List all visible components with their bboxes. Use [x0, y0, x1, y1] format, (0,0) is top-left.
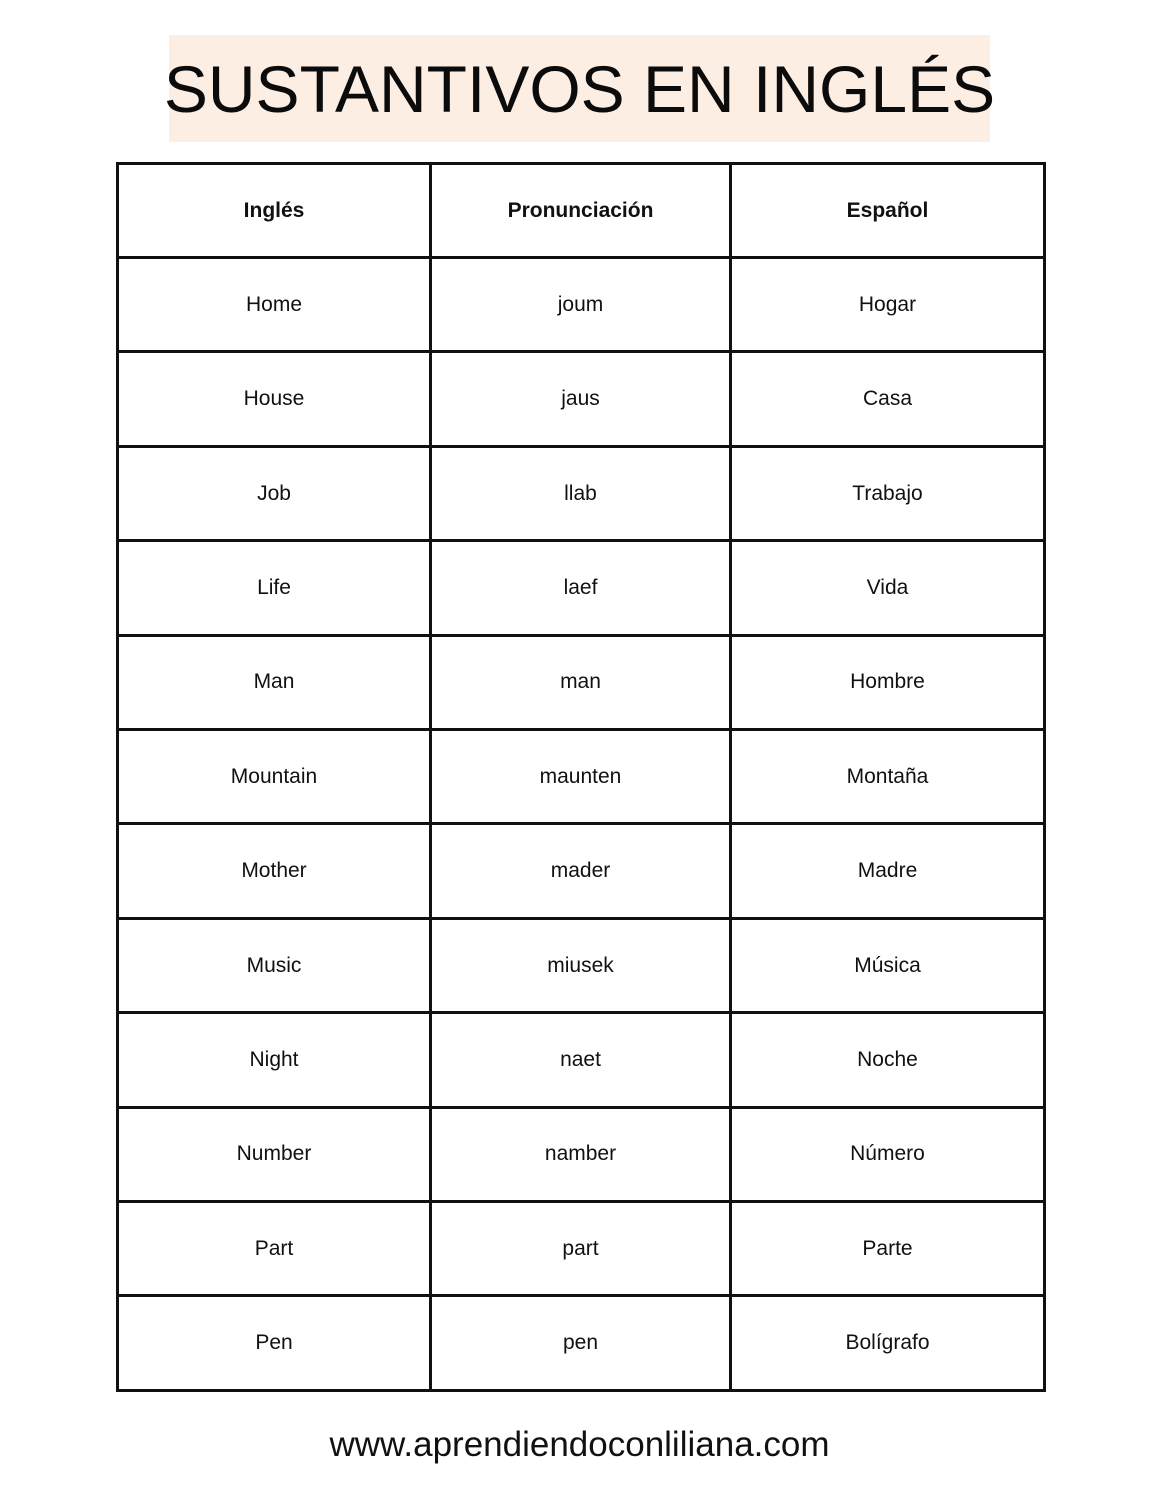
table-row	[118, 1296, 1045, 1391]
cell-spanish: Hogar	[731, 258, 1045, 352]
table-row	[118, 446, 1045, 540]
table-row	[118, 635, 1045, 729]
footer-website: www.aprendiendoconliliana.com	[329, 1425, 830, 1464]
cell-spanish: Bolígrafo	[731, 1296, 1045, 1391]
cell-pronunciation: man	[431, 635, 731, 729]
cell-pronunciation: jaus	[431, 352, 731, 446]
cell-pronunciation: maunten	[431, 730, 731, 824]
cell-english: Music	[118, 918, 431, 1012]
cell-spanish: Noche	[731, 1013, 1045, 1107]
vocabulary-table	[116, 162, 1046, 1392]
cell-spanish: Trabajo	[731, 446, 1045, 540]
cell-english: Man	[118, 635, 431, 729]
cell-pronunciation: miusek	[431, 918, 731, 1012]
cell-spanish: Casa	[731, 352, 1045, 446]
cell-english: Mother	[118, 824, 431, 918]
table-row	[118, 1013, 1045, 1107]
table-row	[118, 730, 1045, 824]
cell-pronunciation: joum	[431, 258, 731, 352]
cell-spanish: Música	[731, 918, 1045, 1012]
table-header-row	[118, 164, 1045, 258]
cell-pronunciation: part	[431, 1202, 731, 1296]
cell-pronunciation: namber	[431, 1107, 731, 1201]
table-row	[118, 541, 1045, 635]
table-row	[118, 258, 1045, 352]
cell-spanish: Número	[731, 1107, 1045, 1201]
header-ingles: Inglés	[118, 164, 431, 258]
cell-english: Job	[118, 446, 431, 540]
cell-english: Part	[118, 1202, 431, 1296]
title-banner	[163, 35, 996, 142]
cell-spanish: Hombre	[731, 635, 1045, 729]
cell-pronunciation: llab	[431, 446, 731, 540]
header-espanol: Español	[731, 164, 1045, 258]
table-row	[118, 1202, 1045, 1296]
page-title: SUSTANTIVOS EN INGLÉS	[163, 51, 996, 126]
table-row	[118, 824, 1045, 918]
table-row	[118, 918, 1045, 1012]
table-row	[118, 352, 1045, 446]
header-pronunciacion: Pronunciación	[431, 164, 731, 258]
cell-spanish: Parte	[731, 1202, 1045, 1296]
cell-english: Number	[118, 1107, 431, 1201]
cell-pronunciation: naet	[431, 1013, 731, 1107]
cell-english: Mountain	[118, 730, 431, 824]
cell-pronunciation: pen	[431, 1296, 731, 1391]
cell-english: Home	[118, 258, 431, 352]
cell-english: Night	[118, 1013, 431, 1107]
cell-pronunciation: laef	[431, 541, 731, 635]
cell-english: House	[118, 352, 431, 446]
cell-spanish: Montaña	[731, 730, 1045, 824]
cell-pronunciation: mader	[431, 824, 731, 918]
cell-spanish: Vida	[731, 541, 1045, 635]
table-row	[118, 1107, 1045, 1201]
cell-english: Life	[118, 541, 431, 635]
cell-english: Pen	[118, 1296, 431, 1391]
cell-spanish: Madre	[731, 824, 1045, 918]
